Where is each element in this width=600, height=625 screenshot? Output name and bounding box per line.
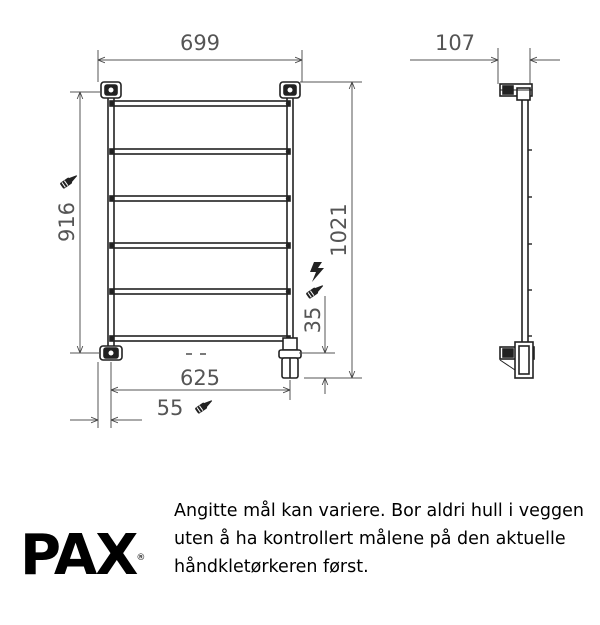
dimension-lines	[70, 48, 560, 428]
lightning-icon	[310, 262, 324, 282]
registered-mark: ®	[136, 553, 146, 563]
screw-icon	[195, 398, 213, 413]
dim-total-height-label: 1021	[327, 203, 351, 257]
dim-depth-label: 107	[434, 31, 476, 55]
valve-connection	[279, 338, 301, 378]
dim-side-offset-label: 55	[156, 396, 184, 420]
pax-logo	[20, 523, 146, 588]
towel-rail-side-view	[500, 84, 534, 378]
wall-bracket-bottom-left	[100, 346, 122, 360]
towel-rail-front-view	[100, 82, 301, 378]
dim-mount-height-label: 916	[55, 201, 79, 243]
screw-icon	[60, 173, 78, 188]
dim-mount-spacing-label: 625	[179, 366, 221, 390]
dim-width-label: 699	[179, 31, 221, 55]
logo-text: PAX	[20, 523, 137, 588]
crossbars	[110, 101, 290, 341]
wall-bracket-top-right	[280, 82, 300, 98]
wall-bracket-top-left	[101, 82, 121, 98]
disclaimer-note: Angitte mål kan variere. Bor aldri hull i veggen uten å ha kontrollert målene på den aktuelle håndkletørkeren først.	[174, 501, 584, 577]
screw-icon	[306, 283, 324, 298]
dim-bottom-offset-label: 35	[301, 306, 325, 334]
